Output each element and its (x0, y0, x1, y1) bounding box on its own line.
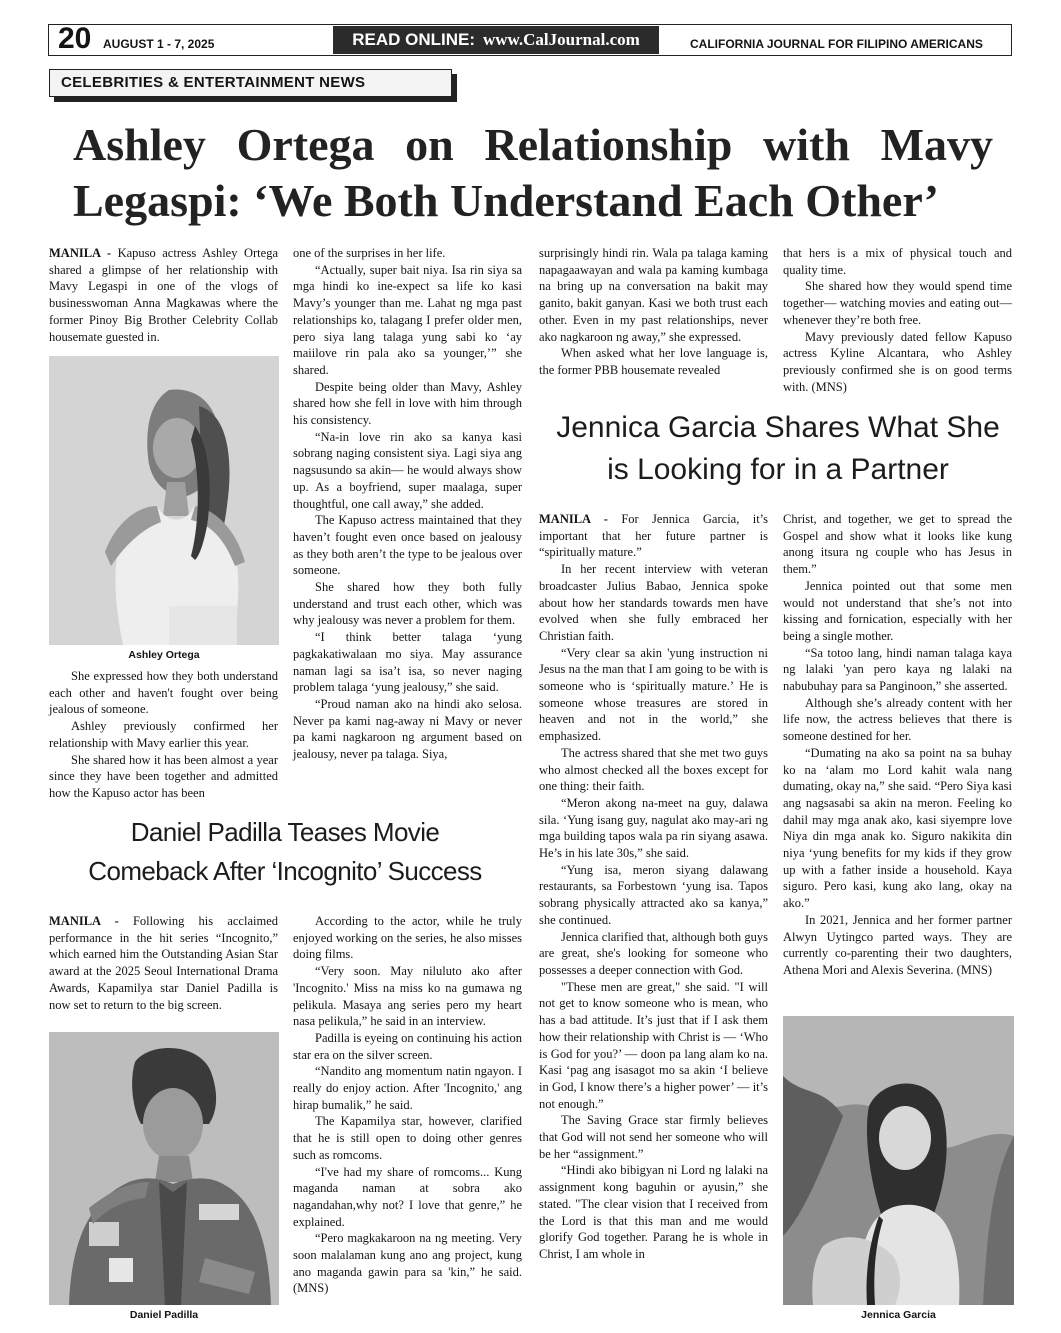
jennica-col1-para: “Yung isa, meron siyang dalawang restaurants, sa Forbestown ‘yung isa. Tapos sobrang physically attracted ako sa kanya,” she continued. (539, 862, 768, 927)
ashley-dateline: MANILA - (49, 246, 112, 260)
jennica-col2-para: Although she’s already content with her life now, the actress believes that there is someone destined for her. (783, 695, 1012, 744)
portrait-photo-icon (783, 1016, 1014, 1305)
portrait-photo-icon (49, 1032, 279, 1305)
issue-date: AUGUST 1 - 7, 2025 (103, 37, 215, 51)
ashley-headline-line1: Ashley Ortega on Relationship with Mavy (73, 119, 993, 170)
jennica-col2-para: “Sa totoo lang, hindi naman talaga kaya ng lalaki 'yan pero kaya ng lalaki na nabubuhay para sa Panginoon,” she asserted. (783, 645, 1012, 694)
daniel-col1 (49, 913, 278, 1013)
read-online-banner (333, 26, 659, 54)
ashley-intro: Kapuso actress Ashley Ortega shared a glimpse of her relationship with Mavy Legaspi in one of the vlogs of businesswoman Anna Magkawas where the former Pinoy Big Brother Celebrity Collab housemate guested in. (49, 246, 278, 344)
jennica-col1-para: “Very clear sa akin 'yung instruction ni Jesus na the man that I am going to be with is someone who is ‘spiritually mature.’ He is someone whose treasures are stored in heaven and not in the world,” she emphasized. (539, 645, 768, 744)
jennica-photo-caption: Jennica Garcia (861, 1309, 936, 1321)
jennica-col2 (783, 511, 1012, 979)
jennica-col1-para: The actress shared that she met two guys who almost checked all the boxes except for one thing: their faith. (539, 745, 768, 794)
read-online-url[interactable]: www.CalJournal.com (483, 30, 640, 49)
ashley-col4-lead: that hers is a mix of physical touch and quality time. (783, 246, 1012, 277)
daniel-intro: Following his acclaimed performance in the hit series “Incognito,” which earned him the Outstanding Asian Star award at the 2025 Seoul International Drama Awards, Kapamilya star Daniel Padilla is now set to return to the big screen. (49, 914, 278, 1012)
ashley-col1-para: Ashley previously confirmed her relationship with Mavy earlier this year. (49, 719, 278, 750)
jennica-intro: For Jennica Garcia, it’s important that her future partner is “spiritually mature.” (539, 512, 768, 560)
ashley-headline (73, 117, 993, 229)
portrait-photo-icon (49, 356, 279, 645)
jennica-photo (783, 1016, 1014, 1305)
ashley-col4-para: She shared how they would spend time together— watching movies and eating out— whenever they’re both free. (783, 279, 1012, 327)
ashley-col1-top (49, 245, 278, 345)
ashley-photo-caption: Ashley Ortega (128, 649, 200, 661)
ashley-col3 (539, 245, 768, 379)
daniel-headline-line1: Daniel Padilla Teases Movie (130, 817, 440, 847)
daniel-col2 (293, 913, 522, 1297)
ashley-col3-lead: surprisingly hindi rin. Wala pa talaga kaming napagaawayan and wala pa kaming kumbaga na bring up na conversation na bakit may ganito, bakit ganyan. Kasi we both trust each other. Even in my past relationships, never ako nagkaroon ng away,” she expressed. (539, 246, 768, 344)
jennica-col1-para: Jennica clarified that, although both guys are great, she's looking for someone who possesses a deeper connection with God. (539, 929, 768, 977)
ashley-col3-para: When asked what her love language is, the former PBB housemate revealed (539, 346, 768, 377)
ashley-headline-line2: Legaspi: ‘We Both Understand Each Other’ (73, 175, 939, 226)
daniel-col2-para: “Nandito ang momentum natin ngayon. I really do enjoy action. After 'Incognito,' ang hirap bumalik,” he said. (293, 1064, 522, 1112)
ashley-col2-para: “Proud naman ako na hindi ako selosa. Never pa kami nag-away ni Mavy or never pa kami nagkaroon ng argument based on jealousy, never pa talaga. Siya, (293, 696, 522, 762)
daniel-dateline: MANILA - (49, 914, 119, 928)
daniel-photo-caption: Daniel Padilla (129, 1309, 199, 1321)
daniel-col2-para: “I've had my share of romcoms... Kung maganda naman at sobra ako nagandahan,why not? I love that genre,” he explained. (293, 1164, 522, 1229)
jennica-col2-para: Jennica pointed out that some men would not understand that she’s not into kissing and fornication, especially with her being a single mother. (783, 578, 1012, 643)
jennica-col2-para: In 2021, Jennica and her former partner Alwyn Uytingco parted ways. They are currently co-parenting their two daughters, Athena Mori and Alexis Severina. (MNS) (783, 912, 1012, 977)
jennica-col1 (539, 511, 768, 1263)
ashley-col1-bottom (49, 668, 278, 802)
jennica-col1-para: “Meron akong na-meet na guy, dalawa sila. ‘Yung isang guy, nagulat ako may-ari ng mga building tapos wala pa rin siyang asawa. He’s in his late 30s,” she said. (539, 795, 768, 861)
ashley-col2-para: Despite being older than Mavy, Ashley shared how she fell in love with him through his consistency. (293, 379, 522, 428)
jennica-col1-para: "These men are great," she said. "I will not get to know someone who is mean, who has a bad attitude. It’s just that if I ask them how their relationship with Christ is — ‘Who is God for you?’ — doon pa lang alam ko na. Kasi ‘pag ang isasagot mo sa akin ‘I believe in God, I know there’s a higher power’ — it’s not enough.” (539, 979, 768, 1111)
daniel-headline (60, 813, 510, 891)
section-label: CELEBRITIES & ENTERTAINMENT NEWS (61, 74, 366, 91)
jennica-dateline: MANILA - (539, 512, 608, 526)
jennica-col1-para: “Hindi ako bibigyan ni Lord ng lalaki na assignment kong baguhin or ayusin,” she stated. "The clear vision that I received from the Lord is that this man and me would glorify God together. Parang he is whole in Christ, I am whole in (539, 1163, 768, 1261)
daniel-col2-para: “Pero magkakaroon na ng meeting. Very soon malalaman kung ano ang project, kung ano maganda gawin para sa 'kin,” he said. (MNS) (293, 1231, 522, 1296)
publication-name: CALIFORNIA JOURNAL FOR FILIPINO AMERICANS (690, 37, 983, 51)
ashley-col2-para: “Na-in love rin ako sa kanya kasi sobrang naging consistent siya. Lagi siya ang nagsusundo sa akin— he would always show up. As a boyfriend, super maalaga, super thoughtful, one call away,” she added. (293, 429, 522, 511)
daniel-headline-line2: Comeback After ‘Incognito’ Success (88, 856, 482, 886)
ashley-col1-para: She expressed how they both understand each other and haven't fought over being jealous of someone. (49, 669, 278, 717)
ashley-col2-para: “I think better talaga ‘yung pagkakatiwalaan mo siya. May assurance naman lagi sa isa’t isa, so never naging problem talaga ‘yung jealousy,” she said. (293, 630, 522, 695)
daniel-col2-para: The Kapamilya star, however, clarified that he is still open to doing other genres such as romcoms. (293, 1114, 522, 1162)
jennica-col2-para: “Dumating na ako sa point na sa buhay ko na ‘alam mo Lord kahit wala nang dumating, okay na,” she said. “Pero Siya kasi ang nagsasabi sa akin na meron. Feeling ko dahil may mga anak ako, kasi siyempre love Niya din mga anak ko. Siguro nakikita din niya ‘yung benefits for my kids if they grow up with a father inside a household. Kaya siguro. Pero kasi, kung ako lang, okay na ako.” (783, 745, 1012, 911)
daniel-col2-para: According to the actor, while he truly enjoyed working on the series, he also misses doing films. (293, 914, 522, 962)
ashley-col2-para: “Actually, super bait niya. Isa rin siya sa mga hindi ko ine-expect sa life ko kasi Mavy’s younger than me. Lahat ng mga past relationships ko, talagang I prefer older men, pero siya lang talaga yung sabi ko ‘ay maiilove rin pala ako sa younger,’” she shared. (293, 262, 522, 377)
ashley-col2-lead: one of the surprises in her life. (293, 246, 446, 260)
daniel-col2-para: Padilla is eyeing on continuing his action star era on the silver screen. (293, 1030, 522, 1062)
jennica-col2-lead: Christ, and together, we get to spread the Gospel and show what it looks like kung anong itsura ng couple who has Jesus in them.” (783, 512, 1012, 577)
read-online-label: READ ONLINE: (352, 30, 475, 49)
jennica-col1-para: In her recent interview with veteran broadcaster Julius Babao, Jennica spoke about how her standards towards men have evolved when she fully embraced her Christian faith. (539, 562, 768, 643)
ashley-col1-para: She shared how it has been almost a year since they have been together and admitted how the Kapuso actor has been (49, 752, 278, 800)
daniel-photo (49, 1032, 279, 1305)
ashley-col2-para: She shared how they both fully understand and trust each other, which was why jealousy was never a problem for them. (293, 580, 522, 628)
ashley-col4-para: Mavy previously dated fellow Kapuso actress Kyline Alcantara, who Ashley previously confirmed she is on good terms with. (MNS) (783, 329, 1012, 394)
ashley-col4 (783, 245, 1012, 395)
ashley-col2-para: The Kapuso actress maintained that they haven’t fought even once based on jealousy as they both aren’t the type to be jealous over someone. (293, 513, 522, 578)
ashley-photo (49, 356, 279, 645)
ashley-col2 (293, 245, 522, 763)
page-number: 20 (58, 22, 92, 55)
jennica-headline: Jennica Garcia Shares What She is Looking for in a Partner (556, 411, 1000, 486)
jennica-col1-para: The Saving Grace star firmly believes that God will not send her someone who will be her “assignment.” (539, 1113, 768, 1161)
daniel-col2-para: “Very soon. May niluluto ako after 'Incognito.' Miss na miss ko na gumawa ng pelikula. Masaya ang series pero my heart nasa pelikula,” he said in an interview. (293, 964, 522, 1029)
